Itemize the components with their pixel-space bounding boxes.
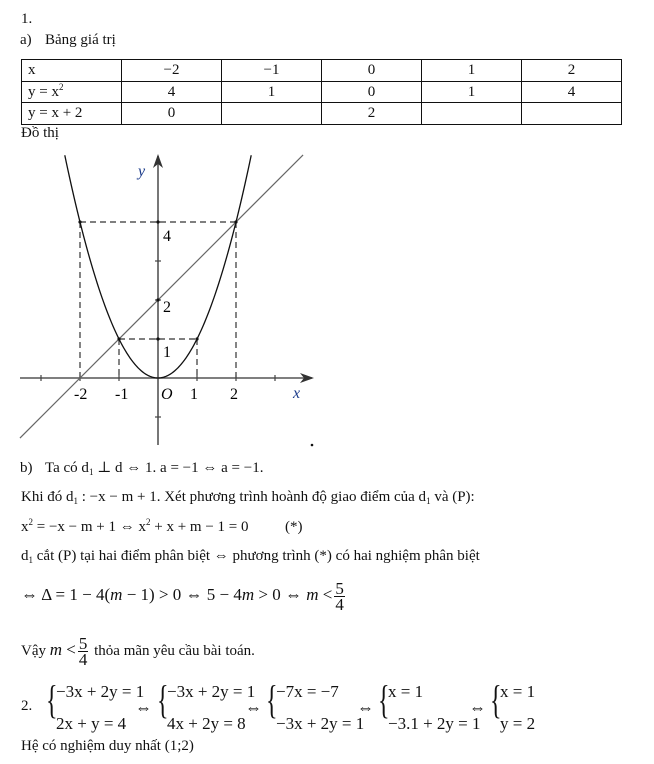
text: Ta có d [45,460,89,476]
table-row-x [22,60,622,82]
text: = −x − m + 1 ⇔ x [33,519,147,535]
table-row-parabola [22,81,622,103]
row-header: x [22,60,122,82]
y-axis-label: y [138,163,146,180]
part-b-line-1 [45,459,263,477]
x-tick-label: 2 [230,386,238,403]
part-a-label: a) [20,32,32,48]
brace-icon: { [266,677,278,722]
graph-point [117,337,120,340]
subscript: 1 [426,496,431,506]
row-header: y = x + 2 [22,103,122,125]
graph-point [156,298,159,301]
system-equation: y = 2 [500,714,536,733]
table-cell: 4 [122,81,222,103]
text: cắt (P) tại hai điểm phân biệt ⇔ phương trình (*) có hai nghiệm phân biệt [33,548,480,564]
question-2-number: 2. [21,698,33,714]
y-tick-label: 2 [163,299,171,316]
var-m: m [306,585,319,604]
x-axis-label: x [293,385,301,402]
table-cell [422,103,522,125]
graph-point [156,337,159,340]
text: < [318,585,333,604]
table-cell: −1 [222,60,322,82]
row-header [22,81,122,103]
equivalence-icon: ⇔ [469,698,486,717]
text: Khi đó d [21,489,74,505]
graph-point [234,220,237,223]
text: Vậy [21,643,50,659]
text: : −x − m + 1. Xét phương trình hoành độ giao điểm của d [78,489,427,505]
table-row-line [22,103,622,125]
value-table [21,59,622,125]
part-b-line-4 [21,547,480,565]
part-b-conclusion [21,633,255,668]
row-header-exponent: 2 [58,81,64,92]
text: − 1) > 0 ⇔ 5 − 4 [122,585,242,604]
var-m: m [241,585,255,604]
var-m: m [110,585,123,604]
row-header-base: y = x [28,83,59,100]
system-equation: 4x + 2y = 8 [167,714,246,733]
system-equation: −3x + 2y = 1 [276,714,365,733]
equation-tag: (*) [285,519,303,535]
function-graph [0,140,340,455]
x-tick-label: -2 [74,386,88,403]
text: d [21,548,29,564]
graph-title: Đồ thị [21,125,59,141]
graph-point [195,337,198,340]
origin-label: O [161,386,173,403]
part-b-line-3 [21,518,249,536]
value-table-title: Bảng giá trị [45,32,116,48]
fraction-numerator: 5 [78,634,88,654]
system-equation: −3x + 2y = 1 [167,682,256,701]
superscript: 2 [146,517,151,527]
system-equation: −7x = −7 [276,682,339,701]
fraction-numerator: 5 [335,578,344,598]
fraction [334,578,345,614]
brace-icon: { [157,677,169,722]
equivalence-icon: ⇔ [135,698,152,717]
subscript: 1 [28,555,33,565]
fraction [78,634,89,670]
text: x [21,519,29,535]
text: và (P): [430,489,475,505]
text: thỏa mãn yêu cầu bài toán. [94,643,255,659]
x-tick-label: -1 [115,386,129,403]
table-cell [522,103,622,125]
fraction-denominator: 4 [78,650,88,670]
system-equation: −3.1 + 2y = 1 [388,714,481,733]
graph-point [156,220,159,223]
equivalence-icon: ⇔ [357,698,374,717]
y-tick-label: 1 [163,344,171,361]
brace-icon: { [378,677,390,722]
table-cell: 0 [122,103,222,125]
part-b-label: b) [20,460,33,476]
question-1-number: 1. [21,11,33,27]
table-cell: 0 [322,60,422,82]
part-b-line-2 [21,488,475,506]
brace-icon: { [46,677,58,722]
var-m: m [49,640,63,659]
text: ⇔ Δ = 1 − 4( [21,585,111,604]
stray-dot [311,444,314,447]
table-cell [222,103,322,125]
fraction-denominator: 4 [335,594,344,614]
table-cell: 1 [422,81,522,103]
system-equation: x = 1 [388,682,424,701]
text: > 0 ⇔ [254,585,307,604]
table-cell: 2 [522,60,622,82]
superscript: 2 [28,517,33,527]
system-equation: −3x + 2y = 1 [56,682,145,701]
part-b-line-5 [21,578,347,612]
table-cell: −2 [122,60,222,82]
subscript: 1 [88,467,94,477]
table-cell: 1 [222,81,322,103]
system-equation: x = 1 [500,682,536,701]
table-cell: 2 [322,103,422,125]
table-cell: 0 [322,81,422,103]
equivalence-icon: ⇔ [245,698,262,717]
text: < [62,640,76,659]
question-2-conclusion: Hệ có nghiệm duy nhất (1;2) [21,738,194,754]
x-tick-label: 1 [190,386,198,403]
brace-icon: { [490,677,502,722]
graph-point [78,220,81,223]
table-cell: 4 [522,81,622,103]
table-cell: 1 [422,60,522,82]
y-tick-label: 4 [163,228,171,245]
system-equation: 2x + y = 4 [56,714,127,733]
text: ⊥ d ⇔ 1. a = −1 ⇔ a = −1. [93,460,264,476]
subscript: 1 [73,496,78,506]
text: + x + m − 1 = 0 [150,519,249,535]
